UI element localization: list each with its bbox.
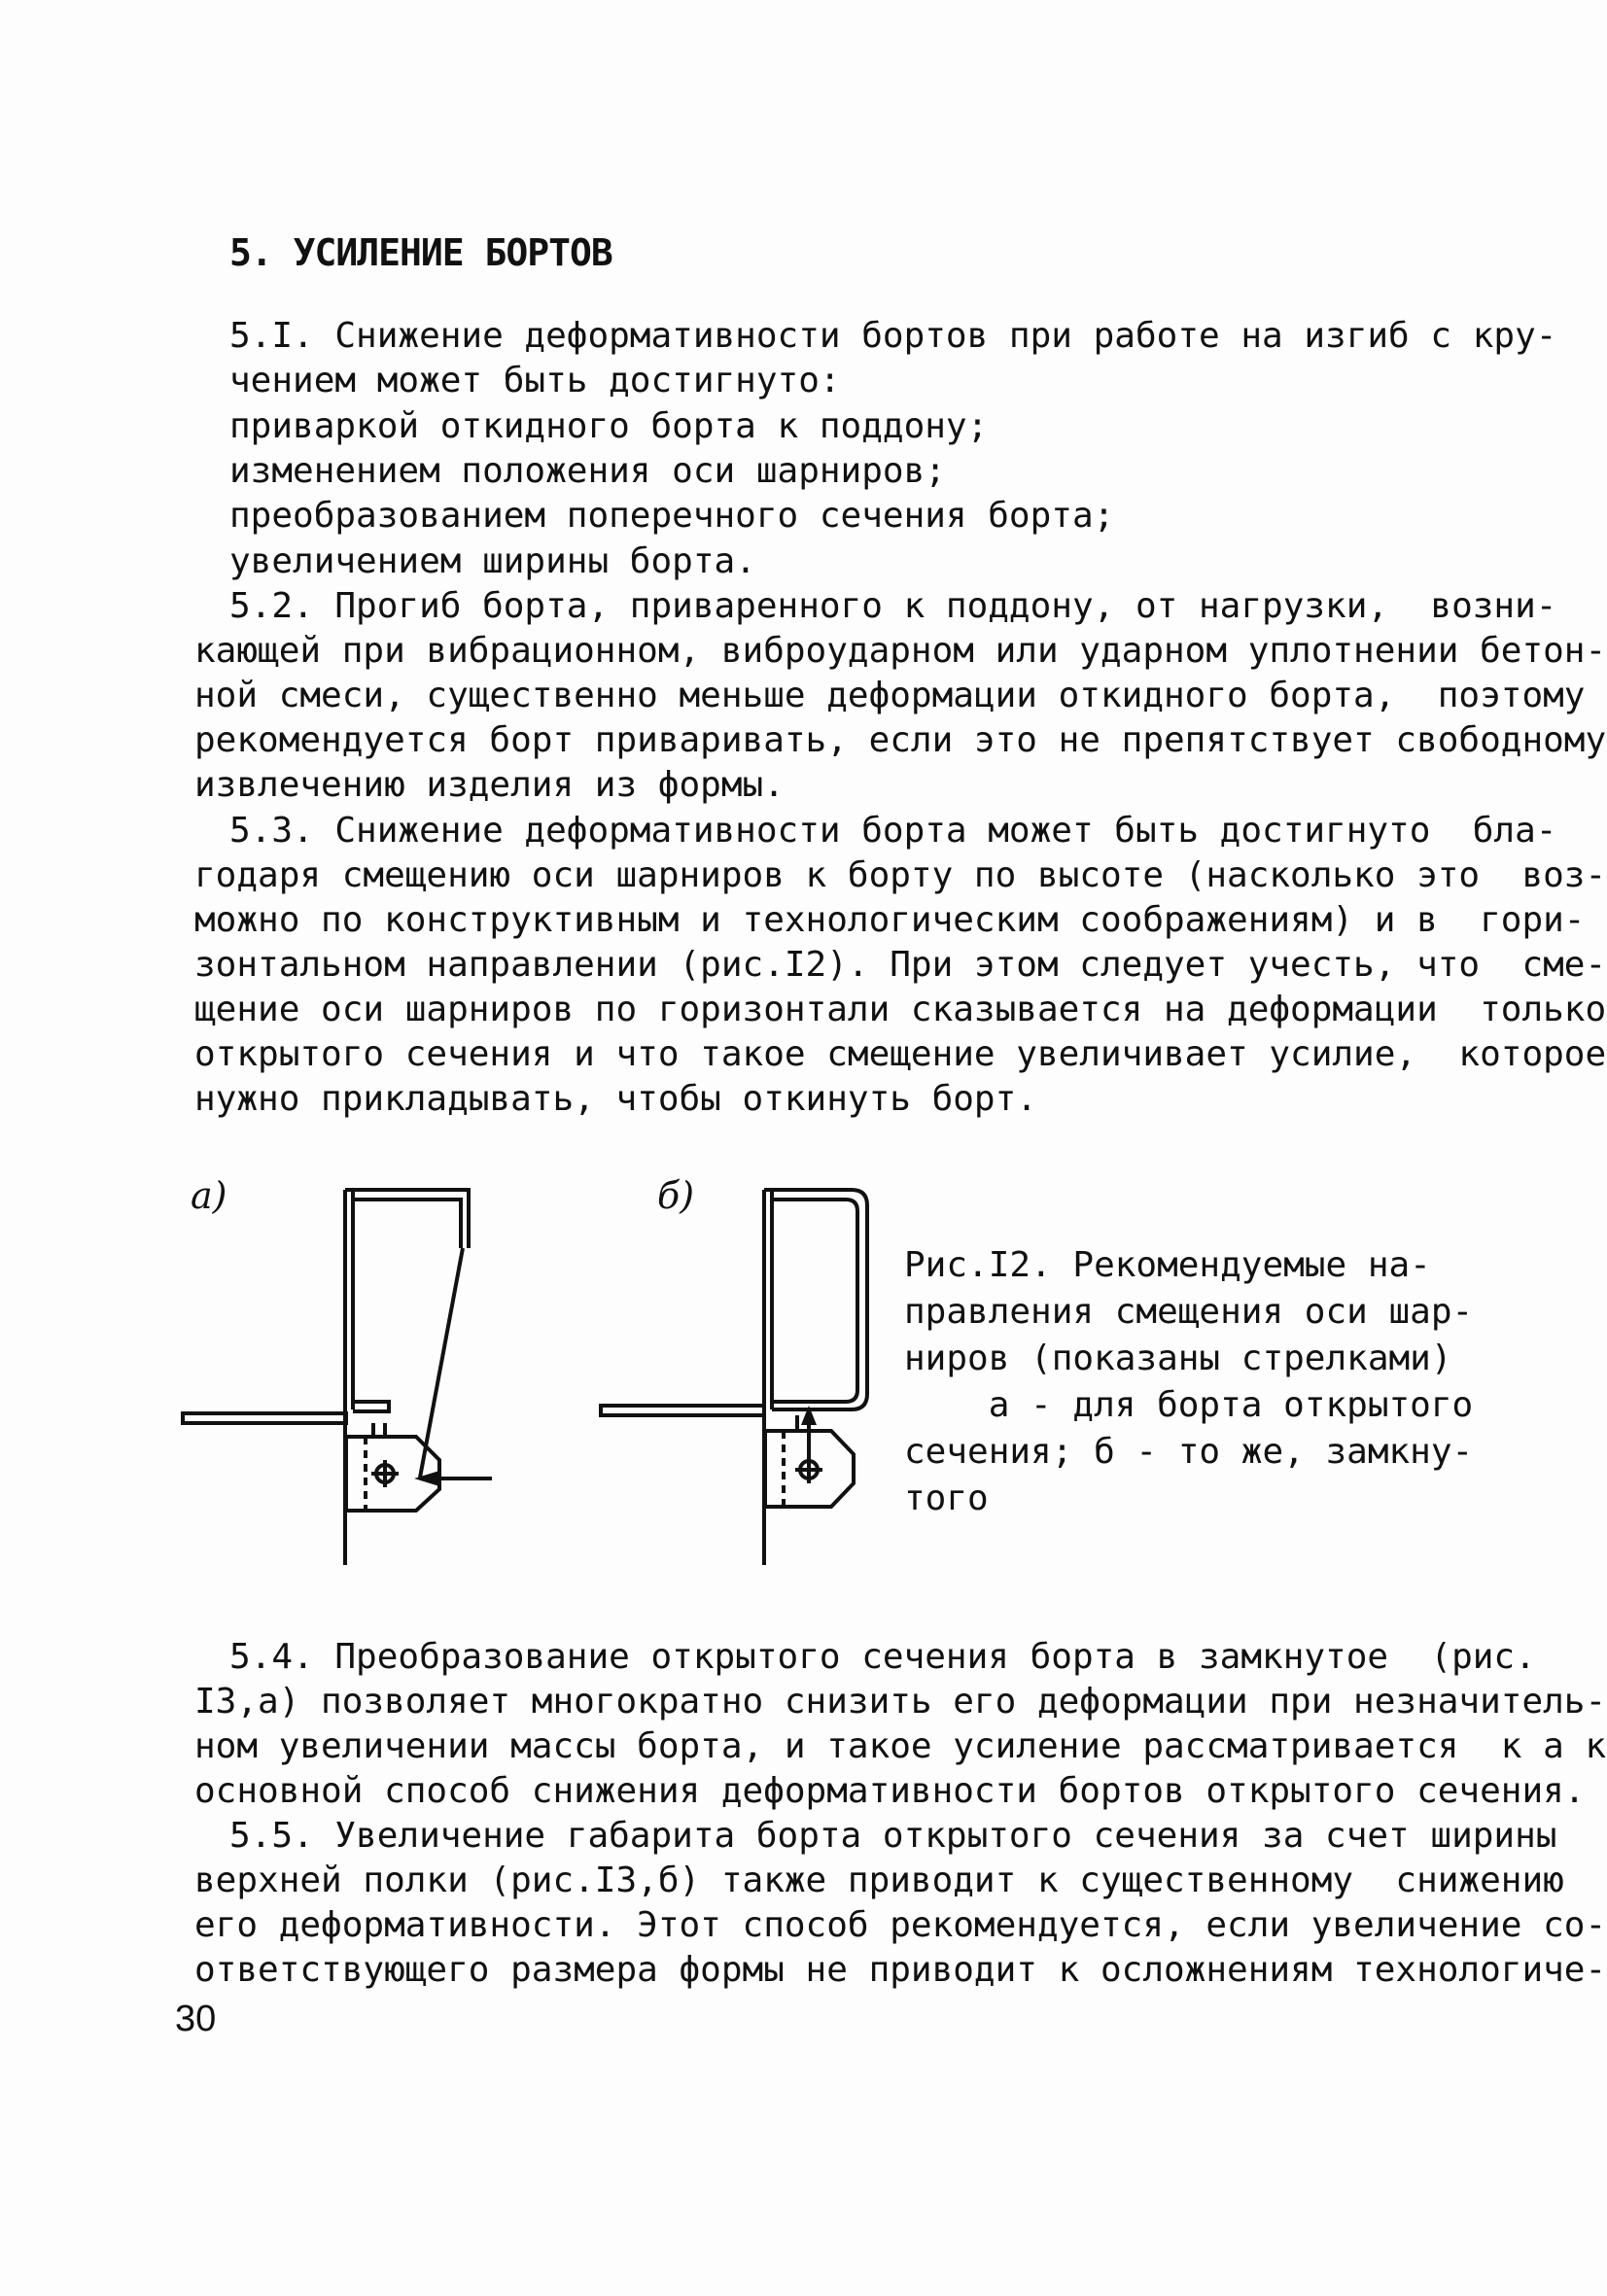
section-heading: 5. УСИЛЕНИЕ БОРТОВ [229,231,612,274]
figure-caption-line: Рис.I2. Рекомендуемые на- [904,1245,1431,1285]
figure-caption-line: а - для борта открытого [904,1385,1474,1425]
paragraph-5-1-line: чением может быть достигнуто: [229,361,841,400]
paragraph-5-3-line: щение оси шарниров по горизонтали сказывается на деформации только [194,990,1607,1029]
paragraph-5-1-line: 5.I. Снижение деформативности бортов при работе на изгиб с кру- [229,316,1557,356]
paragraph-5-5-line: верхней полки (рис.I3,б) также приводит к существенному снижению [194,1861,1564,1900]
paragraph-5-3-line: 5.3. Снижение деформативности борта может быть достигнуто бла- [229,811,1557,851]
paragraph-5-2-line: ной смеси, существенно меньше деформации откидного борта, поэтому [194,676,1586,715]
paragraph-5-3-line: нужно прикладывать, чтобы откинуть борт. [194,1079,1037,1119]
paragraph-5-5-line: ответствующего размера формы не приводит к осложнениям технологиче- [194,1950,1607,1990]
figure-label-a: а) [191,1174,227,1217]
figure-12b-drawing [583,1176,894,1575]
paragraph-5-5-line: его деформативности. Этот способ рекомендуется, если увеличение со- [194,1905,1607,1945]
paragraph-5-2-line: 5.2. Прогиб борта, приваренного к поддону, от нагрузки, возни- [229,586,1557,626]
paragraph-5-4-line: 5.4. Преобразование открытого сечения борта в замкнутое (рис. [229,1637,1536,1677]
figure-caption-line: ниров (показаны стрелками) [904,1339,1452,1378]
list-item: приваркой откидного борта к поддону; [229,406,989,446]
paragraph-5-3-line: зонтальном направлении (рис.I2). При этом следует учесть, что сме- [194,945,1607,985]
list-item: увеличением ширины борта. [229,541,756,581]
figure-caption-line: сечения; б - то же, замкну- [904,1432,1474,1472]
list-item: преобразованием поперечного сечения борта; [229,496,1115,536]
paragraph-5-4-line: основной способ снижения деформативности бортов открытого сечения. [194,1771,1586,1811]
paragraph-5-2-line: рекомендуется борт приваривать, если это не препятствует свободному [194,720,1607,760]
figure-caption-line: правления смещения оси шар- [904,1292,1474,1332]
figure-12a-drawing [165,1176,515,1575]
figure-label-b: б) [657,1174,695,1217]
list-item: изменением положения оси шарниров; [229,451,946,491]
paragraph-5-3-line: можно по конструктивным и технологическим соображениям) и в гори- [194,900,1586,940]
paragraph-5-2-line: кающей при вибрационном, виброударном или ударном уплотнении бетон- [194,631,1607,671]
paragraph-5-5-line: 5.5. Увеличение габарита борта открытого сечения за счет ширины [229,1816,1557,1856]
paragraph-5-2-line: извлечению изделия из формы. [194,765,785,805]
paragraph-5-4-line: ном увеличении массы борта, и такое усиление рассматривается к а к [194,1726,1607,1766]
page-number: 30 [175,1999,217,2039]
paragraph-5-4-line: I3,а) позволяет многократно снизить его деформации при незначитель- [194,1682,1607,1722]
paragraph-5-3-line: годаря смещению оси шарниров к борту по высоте (насколько это воз- [194,855,1607,895]
figure-caption-line: того [904,1478,989,1518]
paragraph-5-3-line: открытого сечения и что такое смещение увеличивает усилие, которое [194,1034,1607,1074]
